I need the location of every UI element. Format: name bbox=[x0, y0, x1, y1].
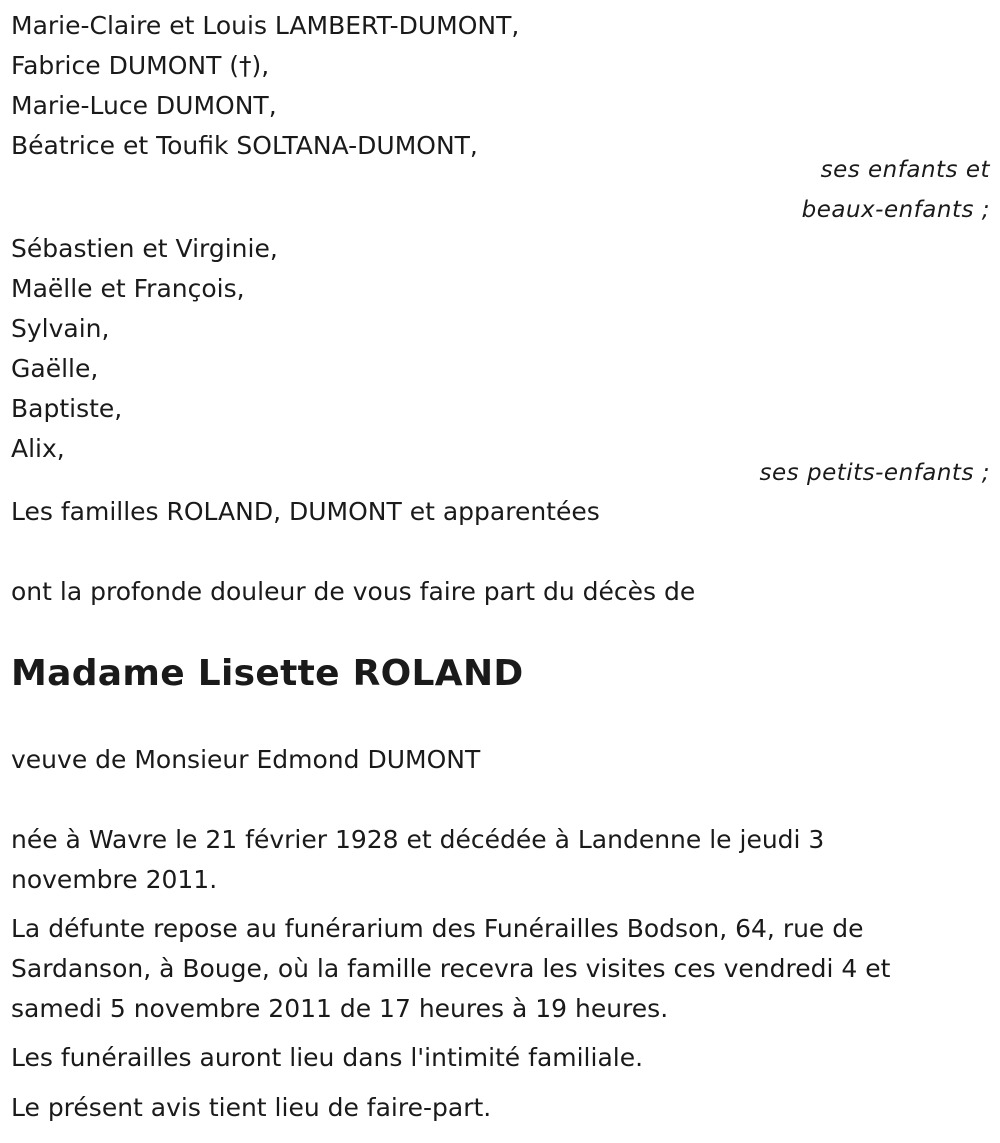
children-caption-line-1: ses enfants et bbox=[820, 157, 990, 183]
grandchild-line-2: Maëlle et François, bbox=[11, 274, 245, 303]
grandchild-line-4: Gaëlle, bbox=[11, 354, 99, 383]
child-line-1: Marie-Claire et Louis LAMBERT-DUMONT, bbox=[11, 11, 520, 40]
funeral-paragraph: Les funérailles auront lieu dans l'intimité familiale. bbox=[11, 1043, 644, 1072]
child-line-4: Béatrice et Toufik SOLTANA-DUMONT, bbox=[11, 131, 478, 160]
deceased-name: Madame Lisette ROLAND bbox=[11, 653, 524, 694]
announcement-line: ont la profonde douleur de vous faire part du décès de bbox=[11, 577, 696, 606]
grandchild-line-1: Sébastien et Virginie, bbox=[11, 234, 278, 263]
grandchild-line-6: Alix, bbox=[11, 434, 65, 463]
child-line-2: Fabrice DUMONT (†), bbox=[11, 51, 270, 80]
children-caption-line-2: beaux-enfants ; bbox=[801, 197, 990, 223]
notice-paragraph: Le présent avis tient lieu de faire-part. bbox=[11, 1093, 492, 1122]
grandchild-line-3: Sylvain, bbox=[11, 314, 110, 343]
child-line-3: Marie-Luce DUMONT, bbox=[11, 91, 277, 120]
funeral-home-paragraph: La défunte repose au funérarium des Funérailles Bodson, 64, rue de Sardanson, à Bouge, où la famille recevra les visites ces vendredi 4 et samedi 5 novembre 2011 de 17 heures à 19 heures. bbox=[11, 914, 891, 1023]
families-line: Les familles ROLAND, DUMONT et apparentées bbox=[11, 497, 600, 526]
grandchildren-caption: ses petits-enfants ; bbox=[759, 460, 990, 486]
birth-death-paragraph: née à Wavre le 21 février 1928 et décédée à Landenne le jeudi 3 novembre 2011. bbox=[11, 825, 825, 894]
widow-of-line: veuve de Monsieur Edmond DUMONT bbox=[11, 745, 481, 774]
grandchild-line-5: Baptiste, bbox=[11, 394, 123, 423]
